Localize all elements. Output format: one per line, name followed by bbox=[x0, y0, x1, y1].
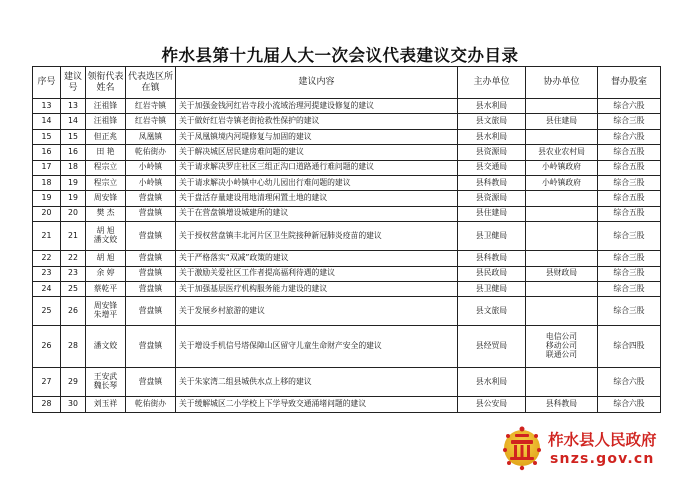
cell-content: 关于加强金钱河红岩寺段小流域治理河提建设修复的建议 bbox=[176, 99, 458, 114]
cell-suggestion-no: 25 bbox=[61, 281, 86, 296]
cell-office: 综合三股 bbox=[598, 222, 661, 251]
leader-name: 田 艳 bbox=[96, 146, 115, 156]
cell-content: 关于朱家湾二组县城供水点上移的建议 bbox=[176, 368, 458, 397]
logo-name: 柞水县人民政府 bbox=[548, 431, 657, 449]
leader-name: 王安武 bbox=[93, 372, 118, 382]
table-row bbox=[33, 251, 661, 266]
cell-assist-unit bbox=[526, 99, 598, 114]
header-district: 代表选区所在镇 bbox=[126, 67, 176, 99]
cell-assist-unit bbox=[526, 297, 598, 326]
cell-seq: 22 bbox=[33, 251, 61, 266]
cell-district: 红岩寺镇 bbox=[126, 114, 176, 129]
cell-seq: 13 bbox=[33, 99, 61, 114]
leader-name: 魏长琴 bbox=[93, 381, 118, 391]
assist-unit: 电信公司 bbox=[545, 332, 578, 342]
cell-suggestion-no: 28 bbox=[61, 326, 86, 368]
cell-district: 营盘镇 bbox=[126, 206, 176, 221]
cell-office: 综合四股 bbox=[598, 326, 661, 368]
assist-unit: 移动公司 bbox=[545, 341, 578, 351]
cell-leader bbox=[86, 251, 126, 266]
cell-office: 综合五股 bbox=[598, 145, 661, 160]
cell-district: 营盘镇 bbox=[126, 191, 176, 206]
header-leader: 领衔代表姓名 bbox=[86, 67, 126, 99]
cell-main-unit: 县住建局 bbox=[458, 206, 526, 221]
cell-leader bbox=[86, 397, 126, 412]
cell-office: 综合六股 bbox=[598, 397, 661, 412]
leader-name: 潘文姣 bbox=[93, 235, 118, 245]
table-row bbox=[33, 326, 661, 368]
government-logo bbox=[500, 424, 670, 474]
leader-name: 周安锋 bbox=[93, 193, 118, 203]
cell-office: 综合五股 bbox=[598, 160, 661, 175]
cell-district: 营盘镇 bbox=[126, 297, 176, 326]
cell-seq: 26 bbox=[33, 326, 61, 368]
cell-office: 综合三股 bbox=[598, 114, 661, 129]
leader-name: 周安锋 bbox=[93, 301, 118, 311]
cell-leader bbox=[86, 266, 126, 281]
cell-district: 凤凰镇 bbox=[126, 129, 176, 144]
cell-content: 关于解决城区居民建房难问题的建议 bbox=[176, 145, 458, 160]
cell-suggestion-no: 14 bbox=[61, 114, 86, 129]
cell-main-unit: 县科教局 bbox=[458, 175, 526, 190]
cell-leader bbox=[86, 206, 126, 221]
cell-main-unit: 县卫健局 bbox=[458, 222, 526, 251]
cell-suggestion-no: 15 bbox=[61, 129, 86, 144]
cell-main-unit: 县经贸局 bbox=[458, 326, 526, 368]
assist-unit: 联通公司 bbox=[545, 350, 578, 360]
cell-assist-unit bbox=[526, 114, 598, 129]
cell-suggestion-no: 19 bbox=[61, 191, 86, 206]
document-title: 柞水县第十九届人大一次会议代表建议交办目录 bbox=[161, 46, 519, 65]
leader-name: 胡 旭 bbox=[96, 226, 115, 236]
cell-main-unit: 县民政局 bbox=[458, 266, 526, 281]
leader-name: 但正兆 bbox=[93, 131, 118, 141]
assist-unit: 县农业农村局 bbox=[538, 146, 585, 156]
cell-seq: 15 bbox=[33, 129, 61, 144]
cell-suggestion-no: 13 bbox=[61, 99, 86, 114]
table-row bbox=[33, 99, 661, 114]
table-row bbox=[33, 160, 661, 175]
cell-assist-unit bbox=[526, 326, 598, 368]
cell-main-unit: 县科教局 bbox=[458, 251, 526, 266]
table-row bbox=[33, 368, 661, 397]
table-row bbox=[33, 281, 661, 296]
cell-district: 小岭镇 bbox=[126, 175, 176, 190]
cell-leader bbox=[86, 129, 126, 144]
header-assist-unit: 协办单位 bbox=[526, 67, 598, 99]
assist-unit: 县住建局 bbox=[545, 116, 578, 126]
cell-office: 综合五股 bbox=[598, 191, 661, 206]
table-row bbox=[33, 191, 661, 206]
cell-seq: 27 bbox=[33, 368, 61, 397]
cell-leader bbox=[86, 114, 126, 129]
cell-seq: 17 bbox=[33, 160, 61, 175]
header-seq: 序号 bbox=[33, 67, 61, 99]
cell-leader bbox=[86, 175, 126, 190]
cell-district: 营盘镇 bbox=[126, 368, 176, 397]
cell-assist-unit bbox=[526, 281, 598, 296]
leader-name: 余 婷 bbox=[96, 268, 115, 278]
assist-unit: 小岭镇政府 bbox=[542, 177, 581, 187]
cell-leader bbox=[86, 281, 126, 296]
leader-name: 汪祖锋 bbox=[93, 100, 118, 110]
leader-name: 刘玉祥 bbox=[93, 399, 118, 409]
assist-unit: 县财政局 bbox=[545, 268, 578, 278]
table-row bbox=[33, 297, 661, 326]
cell-office: 综合六股 bbox=[598, 368, 661, 397]
cell-suggestion-no: 26 bbox=[61, 297, 86, 326]
table-row bbox=[33, 175, 661, 190]
cell-office: 综合三股 bbox=[598, 281, 661, 296]
cell-leader bbox=[86, 297, 126, 326]
cell-office: 综合五股 bbox=[598, 206, 661, 221]
cell-district: 营盘镇 bbox=[126, 326, 176, 368]
cell-main-unit: 县资源局 bbox=[458, 145, 526, 160]
cell-office: 综合三股 bbox=[598, 175, 661, 190]
cell-leader bbox=[86, 160, 126, 175]
cell-main-unit: 县交通局 bbox=[458, 160, 526, 175]
cell-assist-unit bbox=[526, 368, 598, 397]
leader-name: 潘文姣 bbox=[93, 341, 118, 351]
cell-suggestion-no: 29 bbox=[61, 368, 86, 397]
cell-office: 综合三股 bbox=[598, 251, 661, 266]
cell-seq: 19 bbox=[33, 191, 61, 206]
cell-main-unit: 县水利局 bbox=[458, 129, 526, 144]
cell-seq: 28 bbox=[33, 397, 61, 412]
cell-assist-unit bbox=[526, 160, 598, 175]
cell-district: 营盘镇 bbox=[126, 251, 176, 266]
cell-main-unit: 县水利局 bbox=[458, 99, 526, 114]
cell-suggestion-no: 16 bbox=[61, 145, 86, 160]
cell-content: 关于做好红岩寺镇老街抢救性保护的建议 bbox=[176, 114, 458, 129]
cell-suggestion-no: 23 bbox=[61, 266, 86, 281]
cell-office: 综合三股 bbox=[598, 266, 661, 281]
cell-leader bbox=[86, 368, 126, 397]
cell-district: 营盘镇 bbox=[126, 222, 176, 251]
cell-office: 综合三股 bbox=[598, 297, 661, 326]
cell-district: 红岩寺镇 bbox=[126, 99, 176, 114]
cell-suggestion-no: 19 bbox=[61, 175, 86, 190]
government-emblem-icon bbox=[500, 424, 544, 472]
cell-content: 关于盘活存量建设用地清理闲置土地的建议 bbox=[176, 191, 458, 206]
cell-seq: 23 bbox=[33, 266, 61, 281]
leader-name: 程宗立 bbox=[93, 177, 118, 187]
cell-assist-unit bbox=[526, 397, 598, 412]
cell-office: 综合六股 bbox=[598, 129, 661, 144]
cell-assist-unit bbox=[526, 191, 598, 206]
cell-seq: 18 bbox=[33, 175, 61, 190]
cell-content: 关于增设手机信号塔保障山区留守儿童生命财产安全的建议 bbox=[176, 326, 458, 368]
cell-leader bbox=[86, 222, 126, 251]
cell-leader bbox=[86, 99, 126, 114]
table-body bbox=[33, 99, 661, 413]
cell-content: 关于发展乡村旅游的建议 bbox=[176, 297, 458, 326]
leader-name: 樊 杰 bbox=[96, 208, 115, 218]
cell-leader bbox=[86, 191, 126, 206]
cell-assist-unit bbox=[526, 129, 598, 144]
cell-content: 关于凤凰镇境内河堤修复与加固的建议 bbox=[176, 129, 458, 144]
table-header-row bbox=[33, 67, 661, 99]
cell-seq: 24 bbox=[33, 281, 61, 296]
leader-name: 程宗立 bbox=[93, 162, 118, 172]
header-main-unit: 主办单位 bbox=[458, 67, 526, 99]
logo-url: snzs.gov.cn bbox=[550, 451, 655, 467]
cell-assist-unit bbox=[526, 175, 598, 190]
cell-assist-unit bbox=[526, 266, 598, 281]
cell-seq: 20 bbox=[33, 206, 61, 221]
cell-content: 关于严格落实“双减”政策的建议 bbox=[176, 251, 458, 266]
cell-leader bbox=[86, 326, 126, 368]
cell-suggestion-no: 18 bbox=[61, 160, 86, 175]
header-content: 建议内容 bbox=[176, 67, 458, 99]
cell-seq: 25 bbox=[33, 297, 61, 326]
header-office: 督办股室 bbox=[598, 67, 661, 99]
leader-name: 朱增平 bbox=[93, 310, 118, 320]
cell-assist-unit bbox=[526, 222, 598, 251]
assist-unit: 县科教局 bbox=[545, 399, 578, 409]
table-row bbox=[33, 114, 661, 129]
cell-district: 营盘镇 bbox=[126, 266, 176, 281]
table-row bbox=[33, 397, 661, 412]
cell-content: 关于授权营盘镇丰北河片区卫生院接种新冠肺炎疫苗的建议 bbox=[176, 222, 458, 251]
cell-seq: 16 bbox=[33, 145, 61, 160]
cell-office: 综合六股 bbox=[598, 99, 661, 114]
cell-content: 关于请求解决罗庄社区三组正沟口道路通行难问题的建议 bbox=[176, 160, 458, 175]
cell-suggestion-no: 20 bbox=[61, 206, 86, 221]
leader-name: 胡 旭 bbox=[96, 252, 115, 262]
cell-suggestion-no: 30 bbox=[61, 397, 86, 412]
cell-district: 营盘镇 bbox=[126, 281, 176, 296]
cell-content: 关于缓解城区二小学校上下学导致交通涌堵问题的建议 bbox=[176, 397, 458, 412]
table-row bbox=[33, 129, 661, 144]
table-row bbox=[33, 266, 661, 281]
cell-seq: 21 bbox=[33, 222, 61, 251]
cell-main-unit: 县水利局 bbox=[458, 368, 526, 397]
cell-district: 乾佑街办 bbox=[126, 145, 176, 160]
cell-main-unit: 县卫健局 bbox=[458, 281, 526, 296]
suggestion-table bbox=[32, 66, 661, 413]
table-row bbox=[33, 222, 661, 251]
cell-assist-unit bbox=[526, 251, 598, 266]
cell-assist-unit bbox=[526, 145, 598, 160]
cell-district: 乾佑街办 bbox=[126, 397, 176, 412]
cell-content: 关于激励关爱社区工作者提高福利待遇的建议 bbox=[176, 266, 458, 281]
table-row bbox=[33, 206, 661, 221]
assist-unit: 小岭镇政府 bbox=[542, 162, 581, 172]
header-suggestion-no: 建议号 bbox=[61, 67, 86, 99]
cell-content: 关于加强基层医疗机构服务能力建设的建议 bbox=[176, 281, 458, 296]
cell-main-unit: 县文旅局 bbox=[458, 297, 526, 326]
cell-main-unit: 县资源局 bbox=[458, 191, 526, 206]
cell-content: 关于请求解决小岭镇中心幼儿园出行难问题的建议 bbox=[176, 175, 458, 190]
cell-main-unit: 县文旅局 bbox=[458, 114, 526, 129]
cell-main-unit: 县公安局 bbox=[458, 397, 526, 412]
cell-content: 关于在营盘镇增设城建所的建议 bbox=[176, 206, 458, 221]
leader-name: 蔡乾平 bbox=[93, 283, 118, 293]
table-row bbox=[33, 145, 661, 160]
cell-suggestion-no: 21 bbox=[61, 222, 86, 251]
cell-assist-unit bbox=[526, 206, 598, 221]
cell-seq: 14 bbox=[33, 114, 61, 129]
leader-name: 汪祖锋 bbox=[93, 116, 118, 126]
cell-suggestion-no: 22 bbox=[61, 251, 86, 266]
cell-district: 小岭镇 bbox=[126, 160, 176, 175]
cell-leader bbox=[86, 145, 126, 160]
